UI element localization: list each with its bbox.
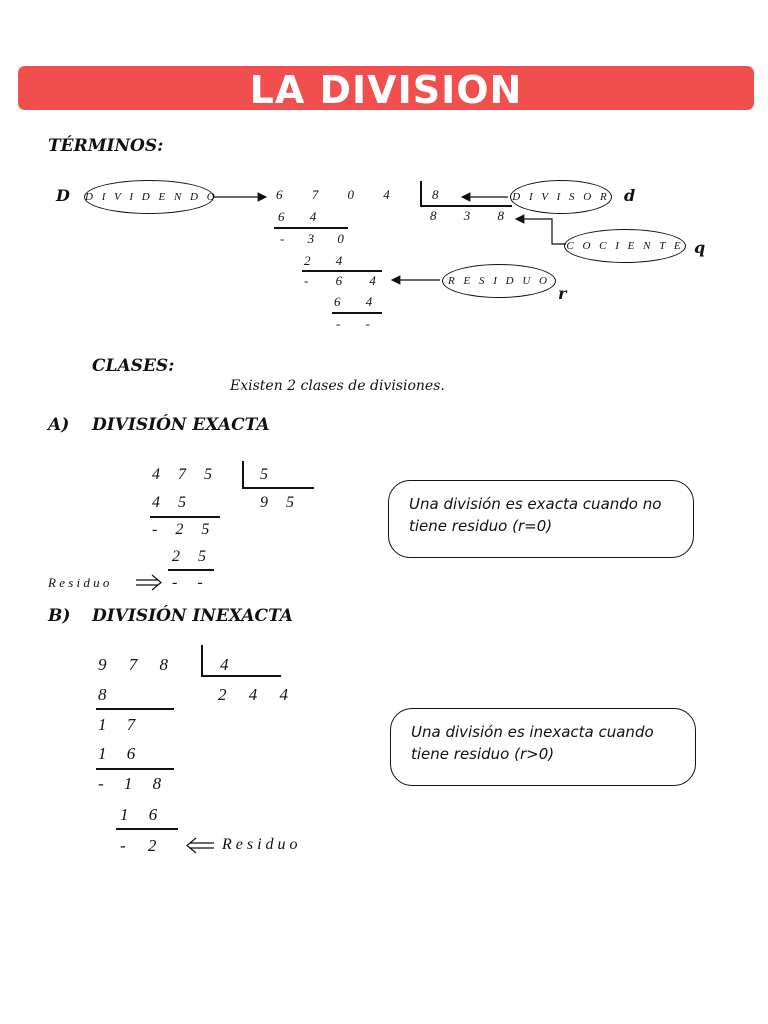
exacta-label: A) [48,415,70,435]
page-title: LA DIVISION [249,68,523,112]
inexacta-step-6: - 2 [120,836,160,855]
inexacta-note-text: Una división es inexacta cuando tiene residuo (r>0) [411,723,654,763]
letter-r: r [558,284,567,303]
inexacta-step-5: 1 6 [120,805,161,824]
inexacta-step-4: - 1 8 [98,774,165,793]
step-4: - 6 4 [304,273,379,288]
inexacta-bracket-vertical [201,645,203,675]
inexacta-rule-1 [96,708,174,710]
exacta-note-box [388,480,694,558]
step-6: - - [336,316,373,331]
exacta-rule-1 [150,516,220,518]
residuo-label: R E S I D U O [448,275,550,287]
terms-heading: TÉRMINOS: [48,136,164,156]
exacta-step-1: 4 5 [152,494,189,511]
exacta-heading: DIVISIÓN EXACTA [92,415,270,435]
inexacta-residuo-label: R e s i d u o [222,836,298,853]
letter-d: d [624,186,636,205]
exacta-residuo-label: R e s i d u o [48,575,110,590]
inexacta-label: B) [48,606,71,626]
classes-heading: CLASES: [92,356,175,376]
dividendo-oval [84,180,218,214]
exacta-rule-2 [168,569,214,571]
inexacta-step-3: 1 6 [98,744,139,763]
inexacta-note-box [390,708,696,786]
title-banner [18,66,754,110]
inexacta-step-2: 1 7 [98,715,139,734]
division-bracket-horizontal [420,205,512,207]
dividendo-label: D I V I D E N D O [85,191,218,203]
cociente-label: C O C I E N T E [566,240,684,252]
divisor-label: D I V I S O R [512,191,610,203]
rule-3 [332,312,382,314]
divisor-oval [510,180,612,214]
rule-2 [302,270,382,272]
inexacta-step-1: 8 [98,685,107,704]
exacta-step-3: 2 5 [172,548,209,565]
step-1: 6 4 [278,209,320,224]
inexacta-dividend: 9 7 8 [98,655,171,674]
double-arrow-exacta [136,575,161,590]
letter-q: q [694,238,706,257]
classes-subtitle: Existen 2 clases de divisiones. [230,378,445,394]
division-bracket-vertical [420,181,422,205]
exacta-step-4: - - [172,574,206,591]
double-arrow-inexacta [187,838,214,853]
divisor-digit: 8 [432,187,439,202]
exacta-divisor: 5 [260,466,268,483]
dividend-digits: 6 7 0 4 [276,187,393,202]
exacta-step-2: - 2 5 [152,521,213,538]
cociente-oval [564,229,686,263]
inexacta-quotient: 2 4 4 [218,685,291,704]
exacta-bracket-vertical [242,461,244,487]
step-3: 2 4 [304,253,346,268]
inexacta-heading: DIVISIÓN INEXACTA [92,606,293,626]
residuo-oval [442,264,556,298]
inexacta-rule-2 [96,768,174,770]
inexacta-bracket-horizontal [201,675,281,677]
arrow-cociente [516,219,566,244]
inexacta-rule-3 [116,828,178,830]
exacta-dividend: 4 7 5 [152,466,215,483]
exacta-note-text: Una división es exacta cuando no tiene residuo (r=0) [409,495,662,535]
exacta-bracket-horizontal [242,487,314,489]
quotient-digits: 8 3 8 [430,208,507,223]
inexacta-divisor: 4 [220,655,229,674]
exacta-quotient: 9 5 [260,494,297,511]
step-2: - 3 0 [280,231,347,246]
step-5: 6 4 [334,294,376,309]
letter-D: D [56,186,70,205]
rule-1 [274,227,348,229]
